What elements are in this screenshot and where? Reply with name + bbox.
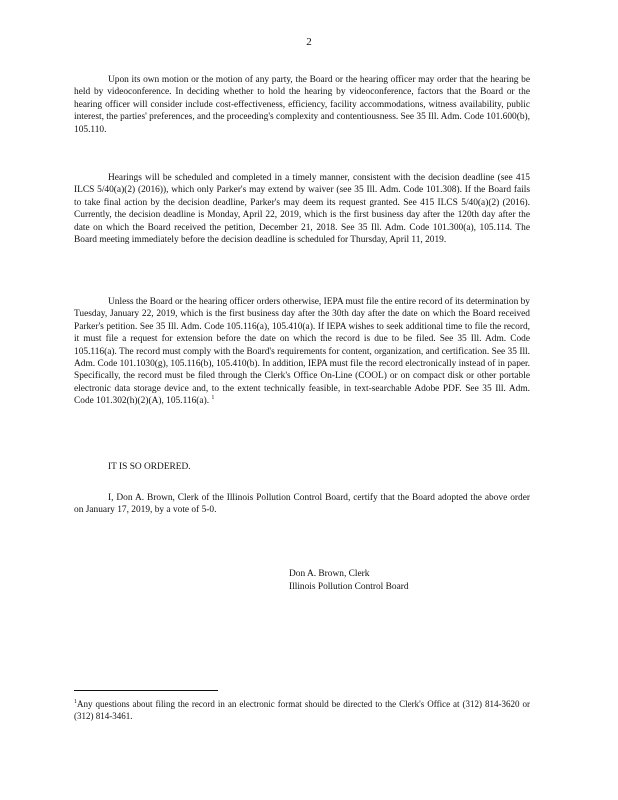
- paragraph-record-filing: [74, 296, 530, 408]
- footnote: [74, 698, 530, 722]
- paragraph-videoconference: [74, 74, 530, 136]
- paragraph-text: Hearings will be scheduled and completed in a timely manner, consistent with the decision deadline (see 415 ILCS 5/40(a)(2) (2016)), which only Parker's may extend by waiver (see 35 Ill. Adm. Code 101.308). If the Board fails to take final action by the decision deadline, Parker's may deem its request granted. See 415 ILCS 5/40(a)(2) (2016). Currently, the decision deadline is Monday, April 22, 2019, which is the first business day after the 120th day after the date on which the Board received the petition, December 21, 2018. See 35 Ill. Adm. Code 101.300(a), 105.114. The Board meeting immediately before the decision deadline is scheduled for Thursday, April 11, 2019.: [74, 173, 530, 246]
- footnote-reference: 1: [211, 395, 215, 402]
- paragraph-text: Unless the Board or the hearing officer orders otherwise, IEPA must file the entire record of its determination by Tuesday, January 22, 2019, which is the first business day after the 30th day after the date on which the Board received Parker's petition. See 35 Ill. Adm. Code 105.116(a), 105.410(a). If IEPA wishes to seek additional time to file the record, it must file a request for extension before the date on which the record is due to be filed. See 35 Ill. Adm. Code 105.116(a). The record must comply with the Board's requirements for content, organization, and certification. See 35 Ill. Adm. Code 101.1030(g), 105.116(b), 105.410(b). In addition, IEPA must file the record electronically instead of in paper. Specifically, the record must be filed through the Clerk's Office On-Line (COOL) or on compact disk or other portable electronic data storage device and, to the extent technically feasible, in text-searchable Adobe PDF. See 35 Ill. Adm. Code 101.302(h)(2)(A), 105.116(a).: [74, 297, 530, 407]
- clerk-certification: [74, 492, 530, 517]
- order-statement: IT IS SO ORDERED.: [108, 462, 191, 472]
- page-number: 2: [306, 36, 312, 48]
- signature-organization: Illinois Pollution Control Board: [289, 581, 409, 592]
- footnote-marker: 1: [74, 699, 77, 705]
- signature-name: Don A. Brown, Clerk: [289, 569, 370, 579]
- signature-block: [289, 568, 409, 593]
- footnote-divider: [74, 690, 218, 691]
- paragraph-text: I, Don A. Brown, Clerk of the Illinois Pollution Control Board, certify that the Board adopted the above order on January 17, 2019, by a vote of 5-0.: [74, 493, 530, 516]
- paragraph-hearing-schedule: [74, 172, 530, 246]
- footnote-text: Any questions about filing the record in an electronic format should be directed to the Clerk's Office at (312) 814-3620 or (312) 814-3461.: [74, 699, 530, 722]
- paragraph-text: Upon its own motion or the motion of any party, the Board or the hearing officer may order that the hearing be held by videoconference. In deciding whether to hold the hearing by videoconference, factors that the Board or the hearing officer will consider include cost-effectiveness, efficiency, facility accommodations, witness availability, public interest, the parties' preferences, and the proceeding's complexity and contentiousness. See 35 Ill. Adm. Code 101.600(b), 105.110.: [74, 75, 530, 135]
